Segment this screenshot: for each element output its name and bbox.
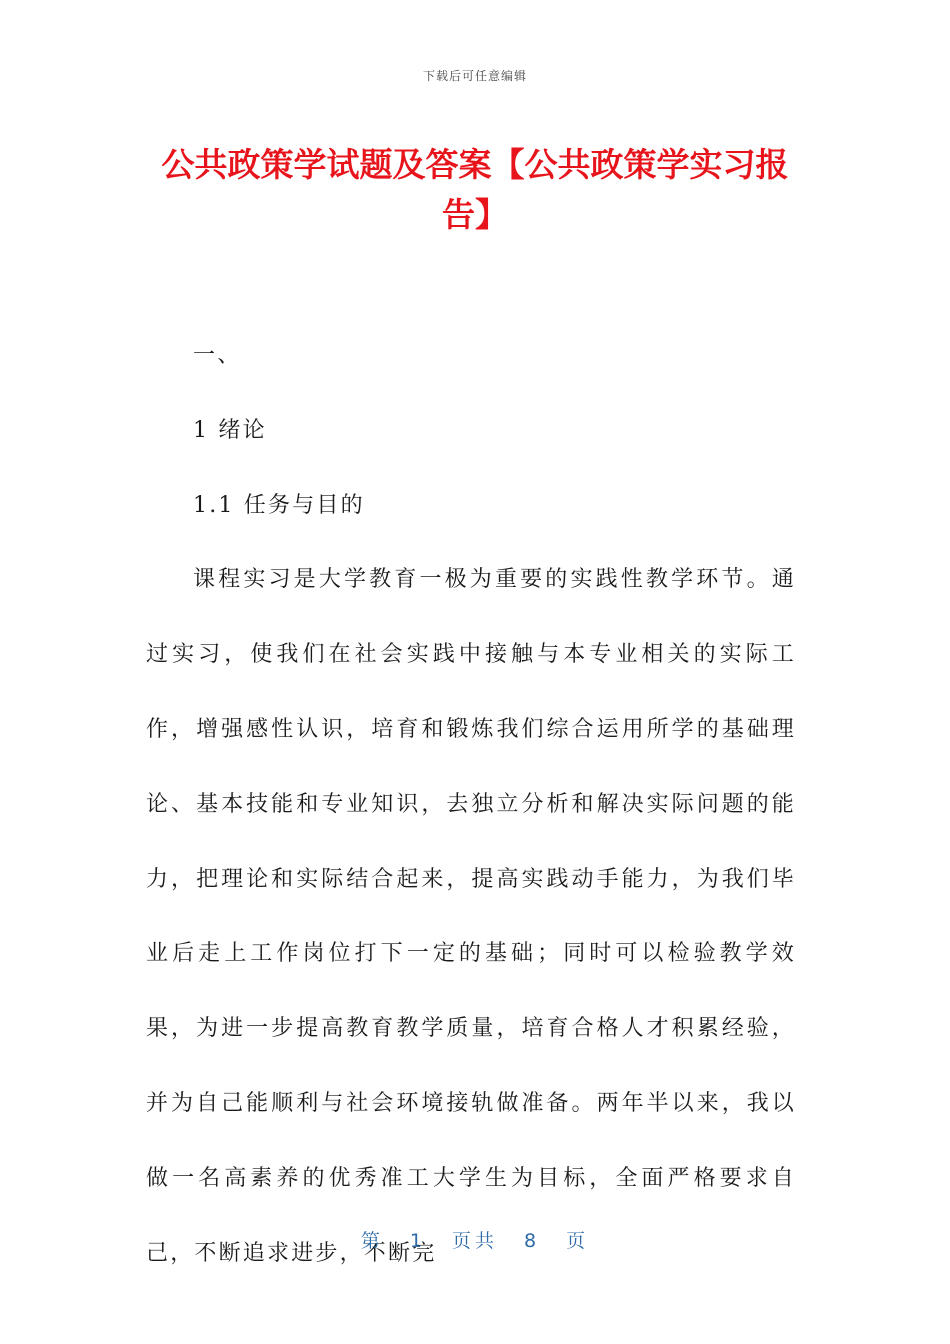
body-paragraph: 课程实习是大学教育一极为重要的实践性教学环节。通过实习，使我们在社会实践中接触与本专业相关的实际工作，增强感性认识，培育和锻炼我们综合运用所学的基础理论、基本技能和专业知识，去独立分析和解决实际问题的能力，把理论和实际结合起来，提高实践动手能力，为我们毕业后走上工作岗位打下一定的基础；同时可以检验教学效果，为进一步提高教育教学质量，培育合格人才积累经验，并为自己能顺利与社会环境接轨做准备。两年半以来，我以做一名高素养的优秀准工大学生为目标，全面严格要求自己，不断追求进步，不断完: [146, 567, 796, 1266]
document-title: 公共政策学试题及答案【公共政策学实习报告】: [161, 145, 789, 234]
section-heading-3: 1.1 任务与目的: [193, 492, 365, 518]
page-number: 第 1 页共 8 页: [360, 1230, 590, 1252]
page-header-note: 下载后可任意编辑: [422, 69, 527, 83]
document-body: [146, 319, 796, 1291]
section-heading-2: 1 绪论: [193, 417, 267, 443]
section-heading-1: 一、: [193, 343, 242, 368]
